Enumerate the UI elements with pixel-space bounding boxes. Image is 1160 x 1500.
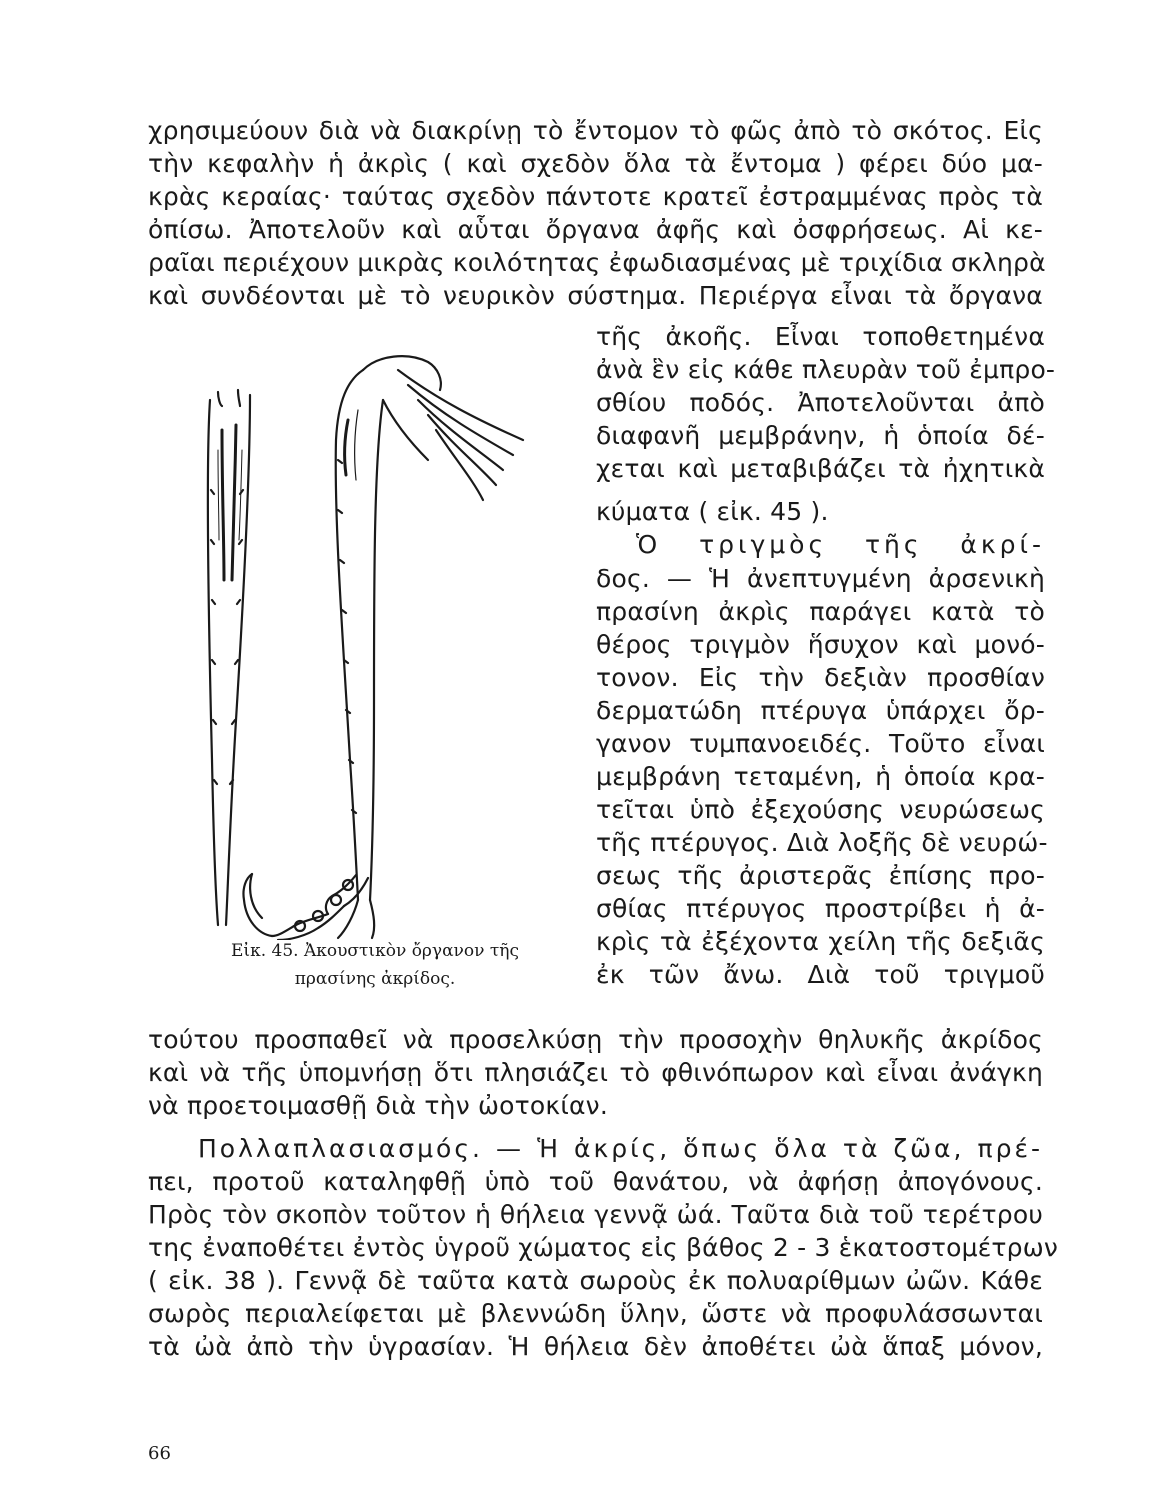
text-line: κύματα ( εἰκ. 45 ). bbox=[596, 497, 829, 526]
text-line: σθίου ποδός. Ἀποτελοῦνται ἀπὸ bbox=[596, 388, 1045, 417]
text-line: της ἐναποθέτει ἐντὸς ὑγροῦ χώματος εἰς βάθος 2 - 3 ἑκατοστομέτρων bbox=[148, 1233, 1059, 1262]
text-line: χρησιμεύουν διὰ νὰ διακρίνῃ τὸ ἔντομον τὸ φῶς ἀπὸ τὸ σκότος. Εἰς bbox=[148, 116, 1043, 145]
text-line: πει, προτοῦ καταληφθῇ ὑπὸ τοῦ θανάτου, νὰ ἀφήσῃ ἀπογόνους. bbox=[148, 1167, 1043, 1196]
text-line: ( εἰκ. 38 ). Γεννᾷ δὲ ταῦτα κατὰ σωροὺς ἐκ πολυαρίθμων ὠῶν. Κάθε bbox=[148, 1266, 1043, 1295]
text-line: πρασίνη ἀκρὶς παράγει κατὰ τὸ bbox=[596, 597, 1045, 626]
section-heading: Πολλαπλασιασμός. — Ἡ ἀκρίς, ὅπως ὅλα τὰ ζῶα, πρέ- bbox=[198, 1134, 1043, 1163]
text-line: ἀνὰ ἓν εἰς κάθε πλευρὰν τοῦ ἐμπρο- bbox=[596, 355, 1056, 384]
text-line: τὴν κεφαλὴν ἡ ἀκρὶς ( καὶ σχεδὸν ὅλα τὰ ἔντομα ) φέρει δύο μα- bbox=[148, 149, 1043, 178]
text-line: ἐκ τῶν ἄνω. Διὰ τοῦ τριγμοῦ bbox=[596, 960, 1045, 989]
text-line: τούτου προσπαθεῖ νὰ προσελκύσῃ τὴν προσοχὴν θηλυκῆς ἀκρίδος bbox=[148, 1025, 1043, 1054]
text-line: καὶ νὰ τῆς ὑπομνήσῃ ὅτι πλησιάζει τὸ φθινόπωρον καὶ εἶναι ἀνάγκη bbox=[148, 1058, 1043, 1087]
text-line: θέρος τριγμὸν ἥσυχον καὶ μονό- bbox=[596, 630, 1045, 659]
text-line: τεῖται ὑπὸ ἐξεχούσης νευρώσεως bbox=[596, 795, 1045, 824]
text-line: καὶ συνδέονται μὲ τὸ νευρικὸν σύστημα. Περιέργα εἶναι τὰ ὄργανα bbox=[148, 281, 1043, 310]
section-heading: Ὁ τριγμὸς τῆς ἀκρί- bbox=[636, 530, 1045, 559]
page-number: 66 bbox=[148, 1443, 171, 1464]
figure-caption: Εἰκ. 45. Ἀκουστικὸν ὄργανον τῆς bbox=[231, 941, 519, 961]
text-line: νὰ προετοιμασθῇ διὰ τὴν ὠοτοκίαν. bbox=[148, 1091, 608, 1120]
text-line: σεως τῆς ἀριστερᾶς ἐπίσης προ- bbox=[596, 861, 1045, 890]
text-line: ραῖαι περιέχουν μικρὰς κοιλότητας ἐφωδιασμένας μὲ τριχίδια σκληρὰ bbox=[148, 248, 1046, 277]
text-line: σωρὸς περιαλείφεται μὲ βλεννώδη ὕλην, ὥστε νὰ προφυλάσσωνται bbox=[148, 1299, 1043, 1328]
text-line: δος. — Ἡ ἀνεπτυγμένη ἀρσενικὴ bbox=[596, 564, 1045, 593]
text-line: δερματώδη πτέρυγα ὑπάρχει ὄρ- bbox=[596, 696, 1045, 725]
text-line: μεμβράνη τεταμένη, ἡ ὁποία κρα- bbox=[596, 762, 1045, 791]
insect-leg-illustration bbox=[178, 340, 588, 940]
figure-caption: πρασίνης ἀκρίδος. bbox=[294, 969, 456, 989]
text-line: κρὶς τὰ ἐξέχοντα χείλη τῆς δεξιᾶς bbox=[596, 927, 1045, 956]
text-line: τὰ ὠὰ ἀπὸ τὴν ὑγρασίαν. Ἡ θήλεια δὲν ἀποθέτει ὠὰ ἅπαξ μόνον, bbox=[148, 1332, 1043, 1361]
text-line: ὀπίσω. Ἀποτελοῦν καὶ αὗται ὄργανα ἀφῆς καὶ ὀσφρήσεως. Αἱ κε- bbox=[148, 215, 1043, 244]
text-line: γανον τυμπανοειδές. Τοῦτο εἶναι bbox=[596, 729, 1045, 758]
text-line: κρὰς κεραίας· ταύτας σχεδὸν πάντοτε κρατεῖ ἐστραμμένας πρὸς τὰ bbox=[148, 182, 1043, 211]
text-line: τῆς πτέρυγος. Διὰ λοξῆς δὲ νευρώ- bbox=[596, 828, 1048, 857]
text-line: σθίας πτέρυγος προστρίβει ἡ ἀ- bbox=[596, 894, 1045, 923]
text-line: χεται καὶ μεταβιβάζει τὰ ἠχητικὰ bbox=[596, 454, 1045, 483]
text-line: διαφανῆ μεμβράνην, ἡ ὁποία δέ- bbox=[596, 421, 1045, 450]
text-line: Πρὸς τὸν σκοπὸν τοῦτον ἡ θήλεια γεννᾷ ὠά. Ταῦτα διὰ τοῦ τερέτρου bbox=[148, 1200, 1043, 1229]
text-line: τῆς ἀκοῆς. Εἶναι τοποθετημένα bbox=[596, 322, 1045, 351]
text-line: τονον. Εἰς τὴν δεξιὰν προσθίαν bbox=[596, 663, 1045, 692]
